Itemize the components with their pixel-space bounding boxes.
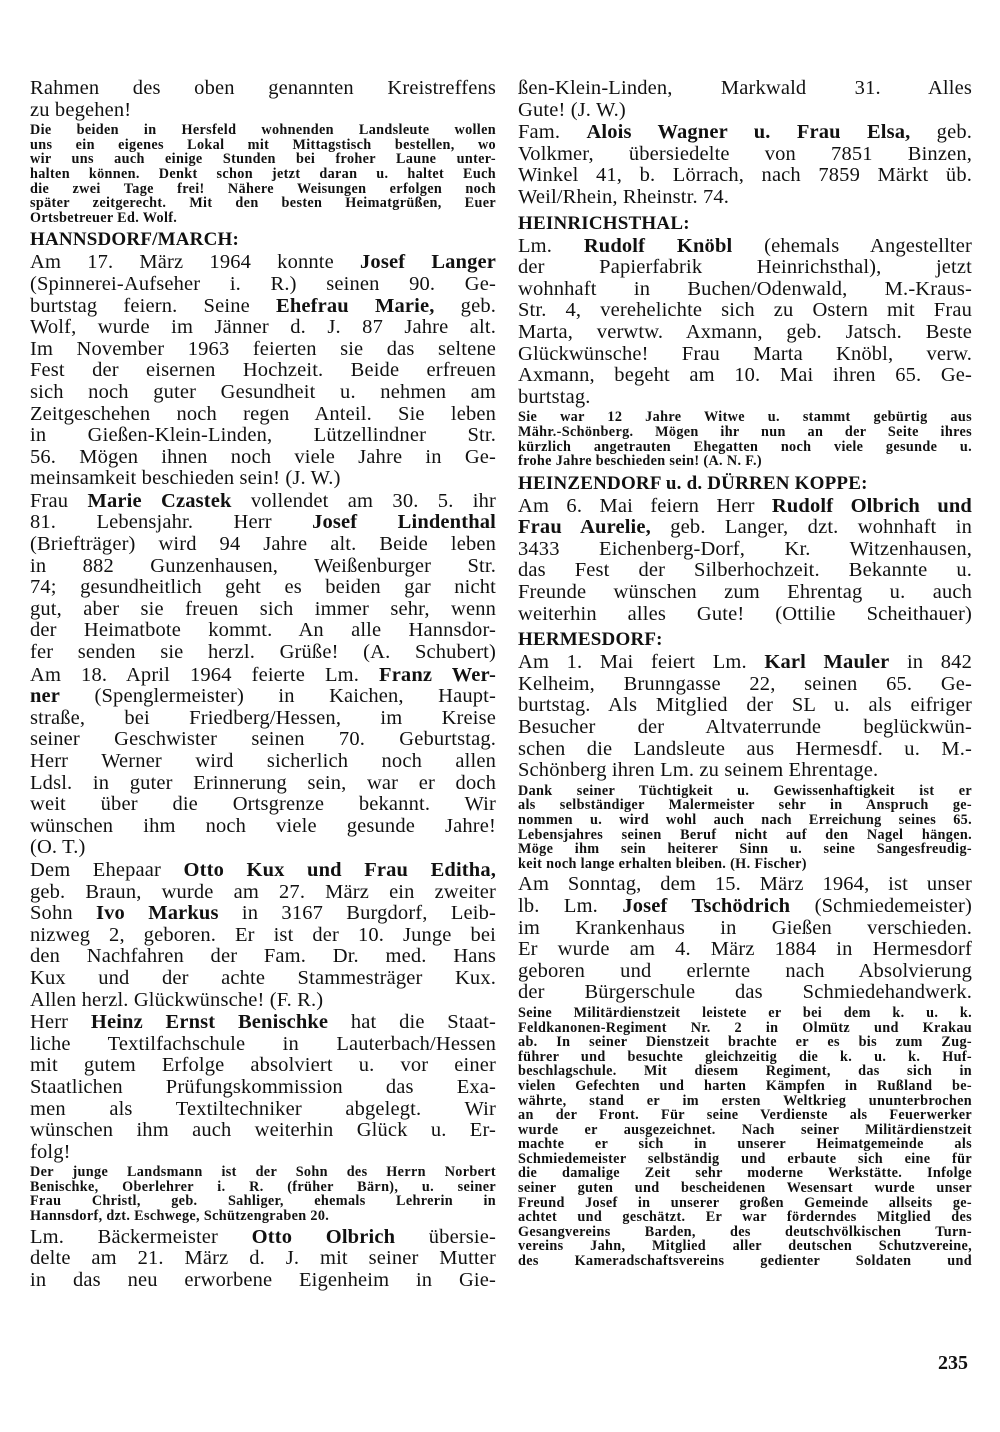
text-line	[30, 577, 496, 599]
text-run: 74; gesundheitlich geht es beiden gar nicht	[30, 576, 496, 599]
text-line	[518, 982, 972, 1004]
text-run: Der junge Landsmann ist der Sohn des Herrn Norbert	[30, 1164, 496, 1181]
text-line	[518, 100, 972, 122]
note-paragraph	[30, 123, 496, 225]
text-run: Zeitgeschehen noch regen Anteil. Sie leben	[30, 402, 496, 425]
text-run: keit noch lange erhalten bleiben. (H. Fischer)	[518, 855, 807, 872]
text-run: Axmann, begeht am 10. Mai ihren 65. Ge-	[518, 364, 972, 387]
text-run: nizweg 2, geboren. Er ist der 10. Junge bei	[30, 923, 496, 946]
text-line	[518, 1152, 972, 1167]
text-run: geb.	[910, 121, 972, 144]
text-run: halten können. Denkt schon jetzt daran u. haltet Euch	[30, 165, 496, 182]
bold-name: Otto Olbrich	[251, 1225, 396, 1248]
text-line	[30, 990, 496, 1012]
text-run: wir uns auch einige Stunden bei froher Laune unter-	[30, 151, 496, 168]
text-run: Lm. Bäckermeister	[30, 1225, 252, 1248]
text-line	[518, 798, 972, 813]
text-run: der Bürgerschule das Schmiedehandwerk.	[518, 981, 972, 1004]
text-run: Feldkanonen-Regiment Nr. 2 in Olmütz und Krakau	[518, 1019, 972, 1036]
paragraph	[30, 491, 496, 664]
bold-name: Heinz Ernst Benischke	[90, 1011, 329, 1034]
text-run: burtstag.	[518, 385, 591, 408]
text-line	[30, 1077, 496, 1099]
text-line	[30, 665, 496, 687]
text-run: Am 6. Mai feiern Herr	[518, 494, 772, 517]
text-run: den Nachfahren der Fam. Dr. med. Hans	[30, 945, 496, 968]
text-line	[30, 78, 496, 100]
paragraph	[30, 1012, 496, 1163]
text-run: burtstag feiern. Seine	[30, 294, 277, 317]
text-line	[30, 620, 496, 642]
text-run: Benischke, Oberlehrer i. R. (früher Bärn), u. seiner	[30, 1178, 496, 1195]
text-run: Freund Josef in unserer großen Gemeinde allseits ge-	[518, 1194, 972, 1211]
text-run: HERMESDORF:	[518, 629, 663, 651]
text-line	[518, 961, 972, 983]
text-run: Lebensjahres seinen Beruf nicht auf den Nagel hängen.	[518, 826, 972, 843]
text-line	[518, 1079, 972, 1094]
text-line	[30, 729, 496, 751]
text-run: Glückwünsche! Frau Marta Knöbl, verw.	[518, 342, 972, 365]
text-run: weit über die Ortsgrenze bekannt. Wir	[30, 793, 496, 816]
text-line	[30, 339, 496, 361]
text-run: Besucher der Altvaterrunde beglückwün-	[518, 716, 972, 739]
text-run: (Spinnerei-Aufseher i. R.) seinen 90. Ge-	[30, 272, 496, 295]
text-line	[518, 454, 972, 469]
bold-name: Rudolf Olbrich und	[771, 494, 972, 517]
text-run: Am Sonntag, dem 15. März 1964, ist unser	[518, 873, 972, 896]
note-paragraph	[518, 1006, 972, 1269]
text-line	[518, 213, 972, 235]
text-run: mit gutem Erfolge absolviert u. vor einer	[30, 1054, 496, 1077]
text-run: 81. Lebensjahr. Herr	[30, 511, 313, 534]
text-line	[518, 78, 972, 100]
text-run: das Fest der Silberhochzeit. Bekannte u.	[518, 559, 972, 582]
text-run: die damalige Zeit sehr moderne Werkstätte. Infolge	[518, 1165, 972, 1182]
text-line	[518, 813, 972, 828]
bold-name: Frau Aurelie,	[518, 516, 651, 539]
text-line	[518, 165, 972, 187]
page-number: 235	[938, 1352, 968, 1374]
text-line	[518, 1108, 972, 1123]
text-run: geb.	[434, 294, 496, 317]
text-run: delte am 21. März d. J. mit seiner Mutter	[30, 1247, 496, 1270]
text-run: beschlagschule. Mit diesem Regiment, das sich in	[518, 1063, 972, 1080]
text-run: vereins Jahn, Mitglied aller deutschen Schutzvereine,	[518, 1238, 972, 1255]
text-run: Allen herzl. Glückwünsche! (F. R.)	[30, 988, 324, 1011]
text-run: später zeitgerecht. Mit den besten Heimatgrüßen, Euer	[30, 195, 496, 212]
text-line	[518, 939, 972, 961]
text-run: burtstag. Als Mitglied der SL u. als eifriger	[518, 694, 972, 717]
text-run: Schönberg ihren Lm. zu seinem Ehrentage.	[518, 759, 879, 782]
text-line	[518, 784, 972, 799]
text-run: Mähr.-Schönberg. Mögen ihr nun an der Seite ihres	[518, 423, 972, 440]
text-run: HEINZENDORF u. d. DÜRREN KOPPE:	[518, 472, 868, 494]
text-line	[30, 1034, 496, 1056]
text-run: frohe Jahre beschieden sein! (A. N. F.)	[518, 453, 762, 470]
text-line	[518, 279, 972, 301]
bold-name: Josef Lindenthal	[312, 511, 496, 534]
text-run: wünschen ihm noch viele gesunde Jahre!	[30, 814, 496, 837]
text-line	[518, 1210, 972, 1225]
text-line	[30, 182, 496, 197]
right-column	[518, 78, 972, 1272]
text-run: gut, aber sie freuen sich immer sehr, wenn	[30, 597, 496, 620]
text-line	[518, 739, 972, 761]
text-line	[518, 473, 972, 495]
text-run: Weil/Rhein, Rheinstr. 74.	[518, 185, 730, 208]
text-line	[30, 903, 496, 925]
text-line	[518, 582, 972, 604]
text-line	[30, 317, 496, 339]
text-line	[518, 1123, 972, 1138]
text-run: (Spenglermeister) in Kaichen, Haupt-	[60, 685, 496, 708]
text-run: Frau Christl, geb. Sahliger, ehemals Lehrerin in	[30, 1193, 496, 1210]
text-run: als selbständiger Malermeister sehr in Anspruch ge-	[518, 797, 972, 814]
text-run: wohnhaft in Buchen/Odenwald, M.-Kraus-	[518, 277, 972, 300]
text-run: in Gießen-Klein-Linden, Lützellindner Str.	[30, 424, 496, 447]
text-line	[30, 925, 496, 947]
text-line	[518, 1181, 972, 1196]
text-run: men als Textiltechniker abgelegt. Wir	[30, 1097, 496, 1120]
text-line	[518, 410, 972, 425]
text-run: geb. Langer, dzt. wohnhaft in	[650, 516, 972, 539]
text-run: Die beiden in Hersfeld wohnenden Landsleute wollen	[30, 122, 496, 139]
text-line	[30, 274, 496, 296]
text-line	[30, 773, 496, 795]
text-line	[518, 695, 972, 717]
text-run: in 882 Gunzenhausen, Weißenburger Str.	[30, 554, 496, 577]
text-run: achtet und geschätzt. Er war förderndes Mitglied des	[518, 1209, 972, 1226]
text-run: Er wurde am 4. März 1884 in Hermesdorf	[518, 938, 972, 961]
text-line	[30, 686, 496, 708]
text-line	[30, 404, 496, 426]
text-line	[518, 539, 972, 561]
text-run: Str. 4, verehelichte sich zu Ostern mit Frau	[518, 299, 972, 322]
text-run: Staatlichen Prüfungskommission das Exa-	[30, 1075, 496, 1098]
text-line	[30, 534, 496, 556]
bold-name: Alois Wagner u. Frau Elsa,	[586, 121, 911, 144]
text-line	[518, 365, 972, 387]
text-line	[30, 382, 496, 404]
text-line	[30, 229, 496, 251]
text-line	[30, 360, 496, 382]
text-line	[30, 816, 496, 838]
text-line	[30, 751, 496, 773]
text-line	[30, 1227, 496, 1249]
text-run: Herr	[30, 1011, 91, 1034]
text-run: 56. Mögen ihnen noch viele Jahre in Ge-	[30, 445, 496, 468]
text-run: an der Front. Für seine Verdienste als Feuerwerker	[518, 1107, 972, 1124]
paragraph	[518, 78, 972, 121]
text-run: der Heimatbote kommt. An alle Hannsdor-	[30, 619, 496, 642]
text-line	[30, 252, 496, 274]
text-run: Schmiedemeister selbständig und erbaute sich eine für	[518, 1150, 972, 1167]
text-line	[518, 717, 972, 739]
text-run: geboren und erlernte nach Absolvierung	[518, 959, 972, 982]
text-line	[518, 674, 972, 696]
note-paragraph	[518, 784, 972, 872]
bold-name: Franz Wer-	[379, 663, 496, 686]
bold-name: Marie Czastek	[87, 489, 232, 512]
text-line	[30, 1099, 496, 1121]
text-run: straße, bei Friedberg/Hessen, im Kreise	[30, 706, 496, 729]
section-heading	[30, 229, 496, 251]
text-run: kürzlich angetrauten Ehegatten noch viele gesunde u.	[518, 438, 972, 455]
text-line	[518, 122, 972, 144]
text-run: seiner Geschwister seinen 70. Geburtstag.	[30, 728, 496, 751]
text-line	[30, 946, 496, 968]
text-run: Sohn	[30, 902, 97, 925]
text-line	[518, 828, 972, 843]
bold-name: Otto Kux und Frau Editha,	[183, 858, 496, 881]
text-line	[518, 1094, 972, 1109]
text-line	[518, 652, 972, 674]
text-line	[518, 874, 972, 896]
text-run: Freunde wünschen zum Ehrentag u. auch	[518, 581, 972, 604]
bold-name: ner	[30, 685, 61, 708]
text-run: Am 1. Mai feiert Lm.	[518, 651, 765, 674]
text-line	[518, 300, 972, 322]
left-column	[30, 78, 496, 1292]
text-line	[518, 496, 972, 518]
section-heading	[518, 629, 972, 651]
text-run: führer und besuchte gleichzeitig die k. u. k. Huf-	[518, 1048, 972, 1065]
text-line	[30, 860, 496, 882]
text-run: lb. Lm.	[518, 894, 623, 917]
text-run: liche Textilfachschule in Lauterbach/Hessen	[30, 1032, 496, 1055]
text-line	[518, 1050, 972, 1065]
text-run: wurde er ausgezeichnet. Nach seiner Militärdienstzeit	[518, 1121, 972, 1138]
text-run: Seine Militärdienstzeit leistete er bei dem k. u. k.	[518, 1004, 972, 1021]
text-line	[30, 491, 496, 513]
text-run: Wolf, wurde im Jänner d. J. 87 Jahre alt.	[30, 316, 496, 339]
text-run: Möge ihm sein heiterer Sinn u. seine Sangesfreudig-	[518, 841, 972, 858]
paragraph	[518, 236, 972, 409]
text-line	[30, 1180, 496, 1195]
text-line	[30, 882, 496, 904]
text-line	[518, 842, 972, 857]
text-line	[30, 556, 496, 578]
text-run: schen die Landsleute aus Hermesdf. u. M.-	[518, 737, 972, 760]
text-run: Volkmer, übersiedelte von 7851 Binzen,	[518, 142, 972, 165]
text-line	[518, 187, 972, 209]
paragraph	[30, 665, 496, 859]
text-line	[30, 167, 496, 182]
bold-name: Josef Langer	[360, 251, 496, 274]
bold-name: Rudolf Knöbl	[583, 234, 733, 257]
text-line	[30, 968, 496, 990]
text-line	[30, 1209, 496, 1224]
bold-name: Josef Tschödrich	[622, 894, 791, 917]
text-run: ab. In seiner Dienstzeit brachte er es bis zum Zug-	[518, 1034, 972, 1051]
text-line	[518, 425, 972, 440]
text-line	[30, 211, 496, 226]
bold-name: Ivo Markus	[96, 902, 219, 925]
text-run: folg!	[30, 1140, 71, 1163]
text-line	[518, 604, 972, 626]
text-run: meinsamkeit beschieden sein! (J. W.)	[30, 467, 341, 490]
text-run: Im November 1963 feierten sie das seltene	[30, 337, 496, 360]
text-line	[518, 1035, 972, 1050]
text-run: Dem Ehepaar	[30, 858, 184, 881]
text-run: geb. Braun, wurde am 27. März ein zweiter	[30, 880, 496, 903]
paragraph	[30, 252, 496, 490]
text-run: HANNSDORF/MARCH:	[30, 229, 240, 251]
text-run: Dank seiner Tüchtigkeit u. Gewissenhaftigkeit ist er	[518, 782, 972, 799]
text-line	[30, 599, 496, 621]
text-line	[30, 708, 496, 730]
text-run: währte, stand er im ersten Weltkrieg ununterbrochen	[518, 1092, 972, 1109]
text-line	[518, 1225, 972, 1240]
text-line	[518, 1064, 972, 1079]
text-line	[518, 257, 972, 279]
text-run: Sie war 12 Jahre Witwe u. stammt gebürtig aus	[518, 409, 972, 426]
text-run: wünschen ihm auch weiterhin Glück u. Er-	[30, 1119, 496, 1142]
text-line	[518, 1196, 972, 1211]
text-line	[518, 517, 972, 539]
text-run: Rahmen des oben genannten Kreistreffens	[30, 77, 496, 99]
paragraph	[30, 78, 496, 121]
note-paragraph	[30, 1165, 496, 1223]
text-run: weiterhin alles Gute! (Ottilie Scheithauer)	[518, 602, 972, 625]
text-line	[518, 629, 972, 651]
text-run: im Krankenhaus in Gießen verschieden.	[518, 916, 972, 939]
text-run: (O. T.)	[30, 836, 86, 859]
text-line	[518, 387, 972, 409]
text-run: vollendet am 30. 5. ihr	[231, 489, 497, 512]
text-line	[518, 440, 972, 455]
paragraph	[518, 496, 972, 626]
text-run: seiner guten und bescheidenen Wesensart wurde unser	[518, 1180, 972, 1197]
text-line	[30, 1248, 496, 1270]
text-line	[518, 322, 972, 344]
text-line	[30, 468, 496, 490]
text-run: Am 17. März 1964 konnte	[30, 251, 361, 274]
text-line	[30, 1055, 496, 1077]
text-line	[30, 642, 496, 664]
text-run: Marta, verwtw. Axmann, geb. Jatsch. Beste	[518, 320, 972, 343]
text-line	[518, 1254, 972, 1269]
text-run: Am 18. April 1964 feierte Lm.	[30, 663, 380, 686]
text-line	[518, 760, 972, 782]
section-heading	[518, 213, 972, 235]
text-line	[518, 1021, 972, 1036]
text-run: hat die Staat-	[328, 1011, 496, 1034]
text-line	[518, 1166, 972, 1181]
text-line	[30, 837, 496, 859]
text-run: Fest der eisernen Hochzeit. Beide erfreuen	[30, 359, 496, 382]
text-line	[518, 236, 972, 258]
text-line	[518, 857, 972, 872]
bold-name: Karl Mauler	[764, 651, 890, 674]
paragraph	[518, 874, 972, 1004]
text-line	[518, 144, 972, 166]
text-run: Gute! (J. W.)	[518, 98, 626, 121]
text-line	[30, 123, 496, 138]
text-line	[518, 1006, 972, 1021]
text-run: ßen-Klein-Linden, Markwald 31. Alles	[518, 77, 972, 99]
text-run: in das neu erworbene Eigenheim in Gie-	[30, 1268, 496, 1291]
bold-name: Ehefrau Marie,	[276, 294, 435, 317]
text-run: übersie-	[395, 1225, 496, 1248]
text-run: uns ein eigenes Lokal mit Mittagstisch bestellen, wo	[30, 136, 496, 153]
text-run: Kelheim, Brunngasse 22, seinen 65. Ge-	[518, 672, 972, 695]
text-line	[30, 196, 496, 211]
section-heading	[518, 473, 972, 495]
text-run: Gesangvereins Barden, des deutschvölkischen Turn-	[518, 1223, 972, 1240]
text-line	[30, 425, 496, 447]
text-run: (Briefträger) wird 94 Jahre alt. Beide leben	[30, 533, 496, 556]
text-line	[518, 560, 972, 582]
text-run: sich noch guter Gesundheit u. nehmen am	[30, 380, 496, 403]
text-run: Hannsdorf, dzt. Eschwege, Schützengraben 20.	[30, 1208, 330, 1225]
text-line	[30, 1270, 496, 1292]
text-run: Lm.	[518, 234, 584, 257]
text-run: Winkel 41, b. Lörrach, nach 7859 Märkt üb.	[518, 164, 972, 187]
text-run: nommen u. wird wohl auch nach Erreichung seines 65.	[518, 812, 972, 828]
text-line	[518, 1137, 972, 1152]
text-line	[30, 1165, 496, 1180]
text-run: (ehemals Angestellter	[732, 234, 972, 257]
note-paragraph	[518, 410, 972, 468]
text-run: (Schmiedemeister)	[790, 894, 972, 917]
text-line	[518, 1239, 972, 1254]
text-line	[30, 296, 496, 318]
text-run: fer senden sie herzl. Grüße! (A. Schubert)	[30, 641, 496, 664]
text-line	[30, 138, 496, 153]
text-line	[30, 512, 496, 534]
text-line	[30, 100, 496, 122]
text-line	[518, 344, 972, 366]
text-run: Fam.	[518, 121, 587, 144]
text-run: zu begehen!	[30, 98, 132, 121]
text-line	[30, 1012, 496, 1034]
text-run: Ldsl. in guter Erinnerung sein, war er doch	[30, 771, 496, 794]
paragraph	[518, 652, 972, 782]
text-line	[30, 152, 496, 167]
text-run: 3433 Eichenberg-Dorf, Kr. Witzenhausen,	[518, 537, 972, 560]
text-line	[30, 794, 496, 816]
text-run: in 842	[889, 651, 972, 674]
text-run: HEINRICHSTHAL:	[518, 212, 690, 234]
text-run: die zwei Tage frei! Nähere Weisungen erfolgen noch	[30, 180, 496, 197]
text-run: Kux und der achte Stammesträger Kux.	[30, 966, 496, 989]
text-run: vielen Gefechten und harten Kämpfen in Rußland be-	[518, 1077, 972, 1094]
text-run: Herr Werner wird sicherlich noch allen	[30, 750, 496, 772]
text-line	[518, 896, 972, 918]
text-run: der Papierfabrik Heinrichsthal), jetzt	[518, 256, 972, 279]
text-line	[518, 918, 972, 940]
text-run: in 3167 Burgdorf, Leib-	[218, 902, 496, 925]
text-run: des Kameradschaftsvereins gedienter Soldaten und	[518, 1253, 972, 1270]
text-line	[30, 1142, 496, 1164]
paragraph	[30, 860, 496, 1011]
text-line	[30, 1120, 496, 1142]
paragraph	[30, 1227, 496, 1292]
text-run: Frau	[30, 489, 88, 512]
text-line	[30, 447, 496, 469]
text-line	[30, 1194, 496, 1209]
text-run: machte er sich in unserer Heimatgemeinde als	[518, 1136, 972, 1153]
paragraph	[518, 122, 972, 208]
text-run: Ortsbetreuer Ed. Wolf.	[30, 209, 178, 226]
